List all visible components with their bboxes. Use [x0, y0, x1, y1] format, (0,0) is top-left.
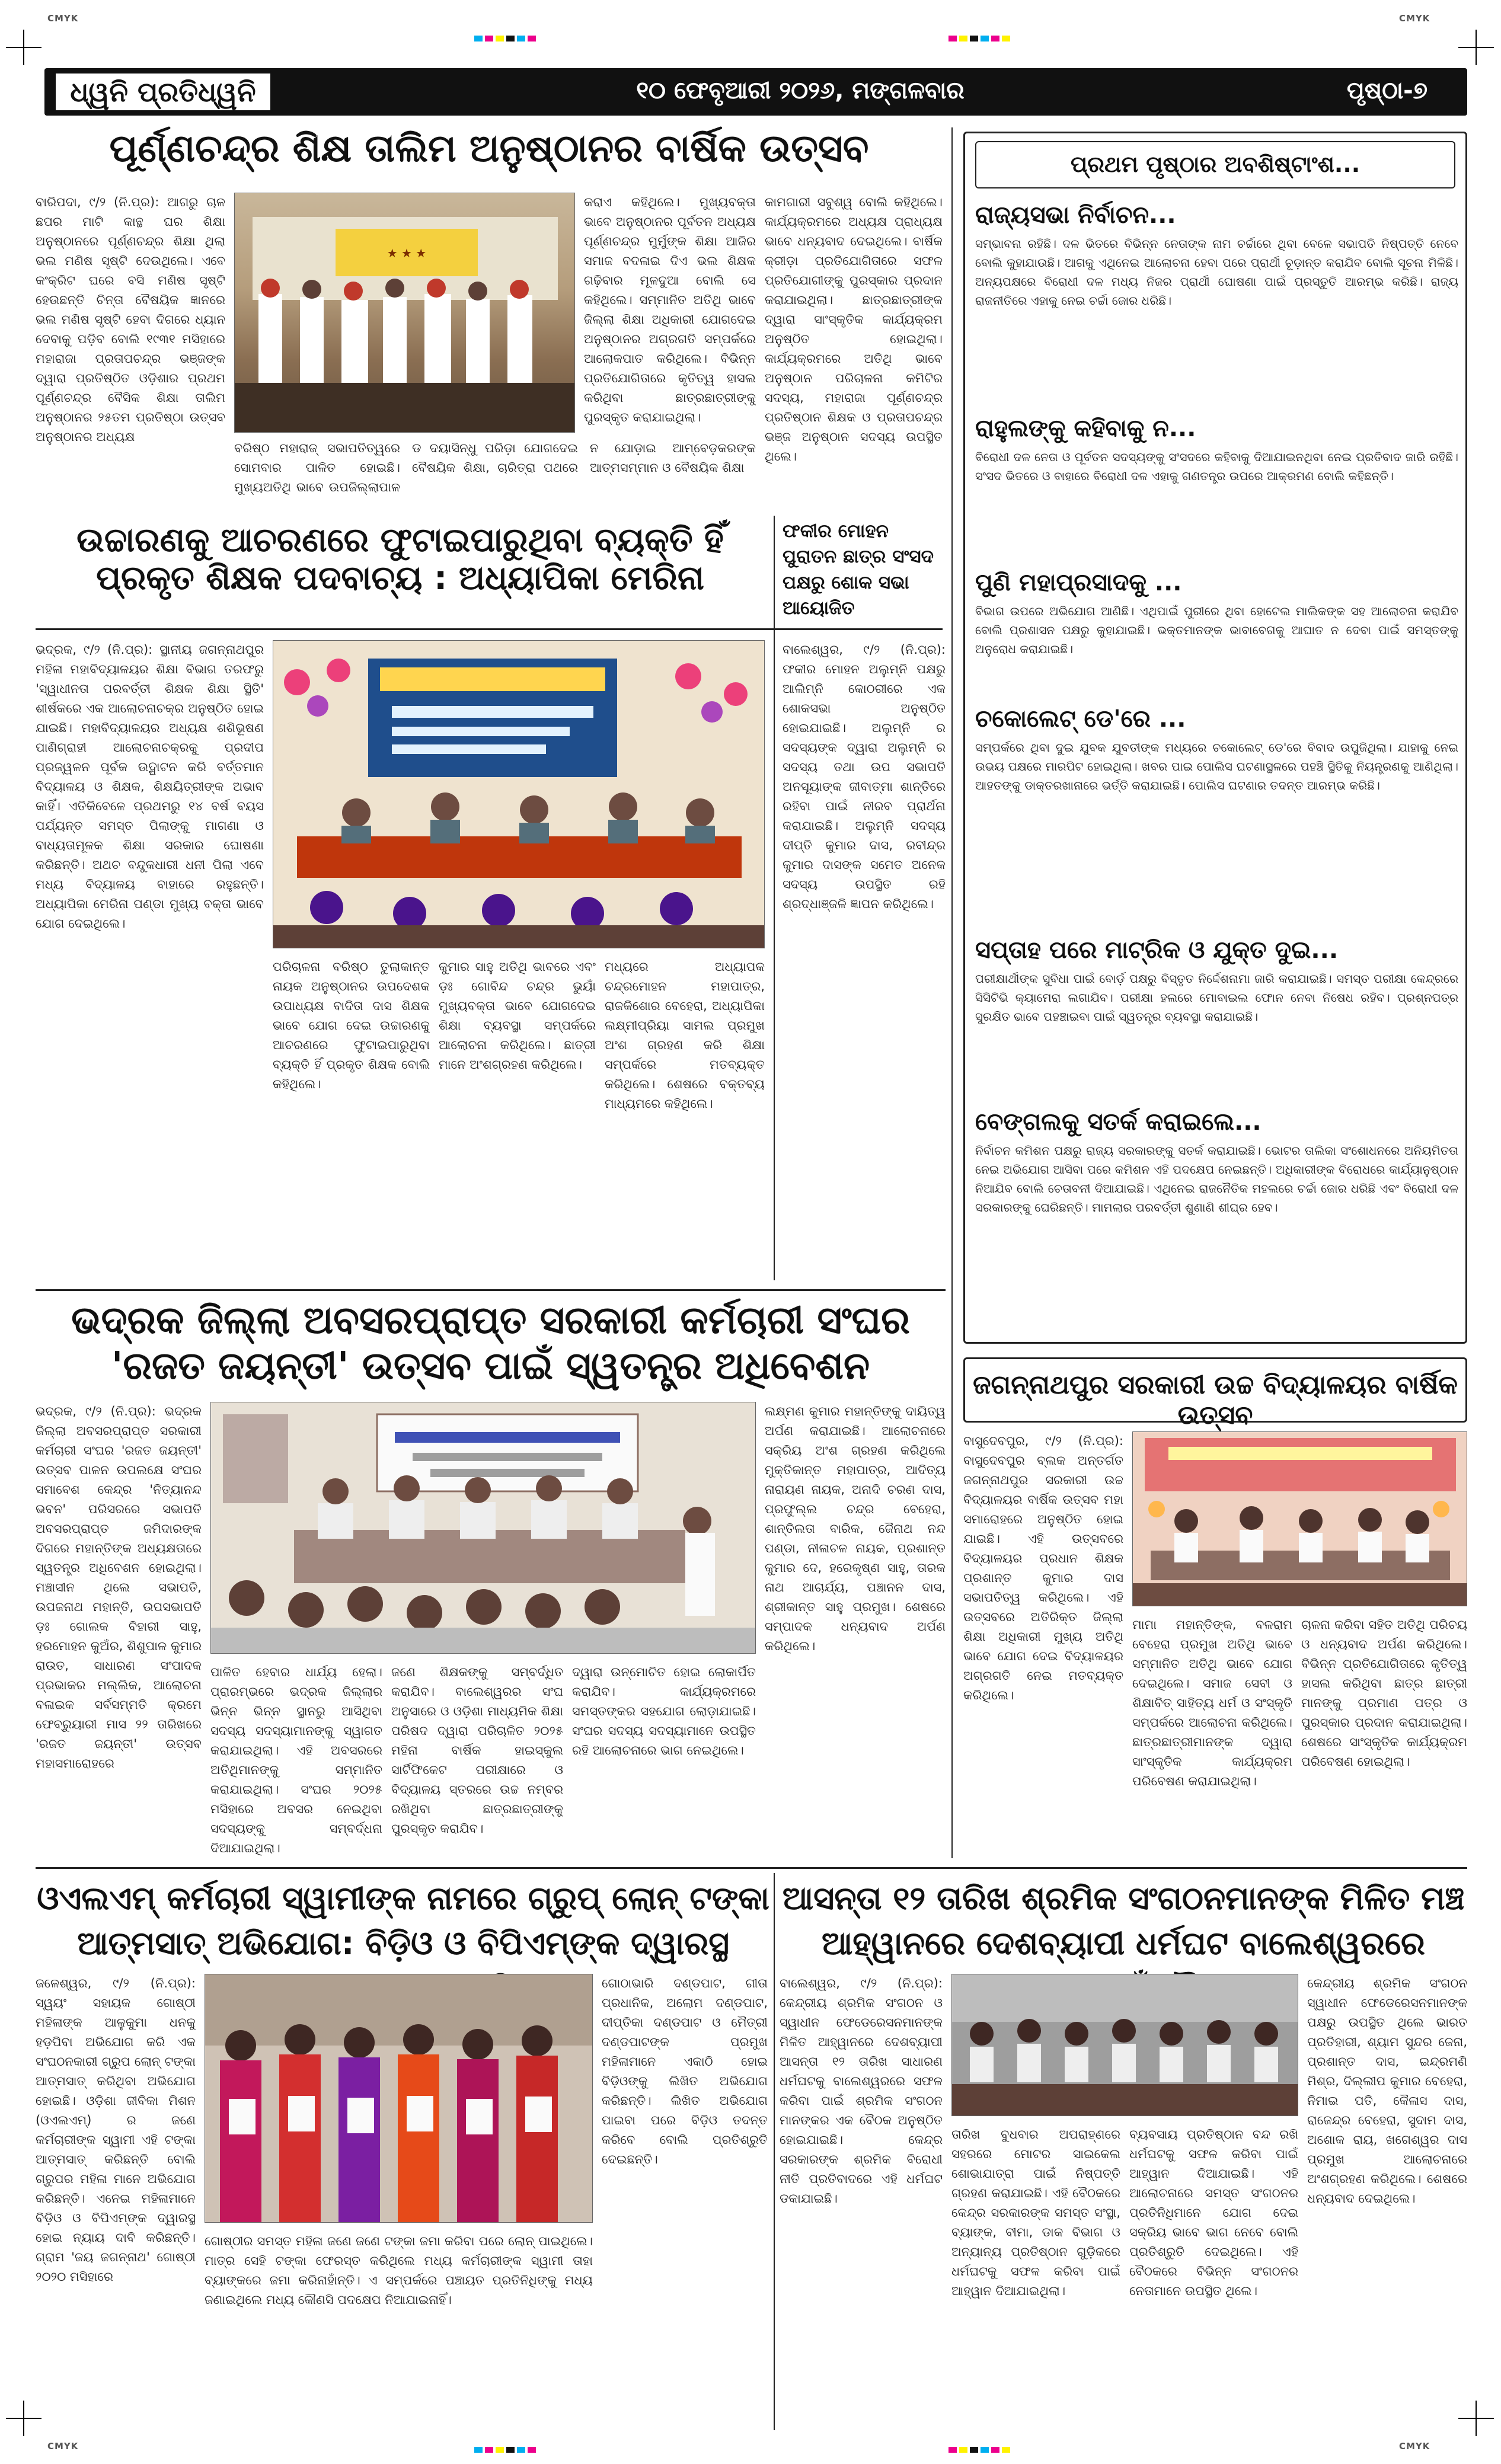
- sidebar-heading: ଚକୋଲେଟ୍ ଡେ'ରେ ...: [975, 705, 1186, 733]
- article-column: କୁମାର ସାହୁ ଅତିଥି ଭାବରେ ଏବଂ ଡ଼ଃ ଗୋବିନ୍ଦ ଚନ୍ଦ୍ର ଭୁୟାଁ ମୁଖ୍ୟବକ୍ତା ଭାବେ ଯୋଗଦେଇ ଶିକ୍ଷା ବ୍ୟବସ୍ଥା ସମ୍ପର୍କରେ ଆଲୋଚନା କରିଥିଲେ। ଛାତ୍ରୀ ମାନେ ଅଂଶଗ୍ରହଣ କରିଥିଲେ।: [439, 960, 596, 1072]
- article-column: ବରିଷ୍ଠ ମହାରାଜ୍ ସଭାପତିତ୍ୱରେ ସୋମବାର ପାଳିତ ହୋଇଛି। ମୁଖ୍ୟଅତିଥି ଭାବେ ଉପଜିଲ୍ଲାପାଳ ଡ ଦୟାସିନ୍ଧୁ ପରିଡ଼ା ଯୋଗଦେଇ ବୈଷୟିକ ଶିକ୍ଷା, ଚାରିତ୍ରା ପଥରେ ନ ଯୋଡ଼ାଇ ଆମ୍ବେଡ଼କରଙ୍କ ଆତ୍ମସମ୍ମାନ ଓ ବୈଷୟିକ ଶିକ୍ଷା: [234, 441, 756, 494]
- page-number: ପୃଷ୍ଠା-୭: [1346, 77, 1428, 104]
- cmyk-label: CMYK: [1399, 13, 1430, 24]
- divider: [774, 516, 775, 1280]
- school-event-photo: [1132, 1431, 1467, 1606]
- newspaper-logo: ଧ୍ୱନି ପ୍ରତିଧ୍ୱନି: [53, 71, 273, 113]
- sidebar-heading: ପୁଣି ମହାପ୍ରସାଦକୁ ...: [975, 569, 1182, 596]
- sidebar-banner: ପ୍ରଥମ ପୃଷ୍ଠାର ଅବଶିଷ୍ଟାଂଶ...: [975, 141, 1455, 188]
- cmyk-label: CMYK: [1399, 2441, 1430, 2452]
- article-headline: ଭଦ୍ରକ ଜିଲ୍ଲା ଅବସରପ୍ରାପ୍ତ ସରକାରୀ କର୍ମଚାରୀ ସଂଘର 'ରଜତ ଜୟନ୍ତୀ' ଉତ୍ସବ ପାଇଁ ସ୍ୱତନ୍ତ୍ର ଅଧିବେଶନ: [71, 1299, 910, 1388]
- color-bar: [948, 2447, 1010, 2453]
- article-headline: ଆସନ୍ତା ୧୨ ତାରିଖ ଶ୍ରମିକ ସଂଗଠନମାନଙ୍କ ମିଳିତ ମଞ୍ଚ ଆହ୍ୱାନରେ ଦେଶବ୍ୟାପୀ ଧର୍ମଘଟ ବାଲେଶ୍ୱରରେ: [782, 1880, 1465, 1962]
- divider: [36, 1289, 946, 1291]
- divider: [36, 1867, 1467, 1869]
- article-headline: ଫକୀର ମୋହନ ପୁରାତନ ଛାତ୍ର ସଂସଦ ପକ୍ଷରୁ ଶୋକ ସଭା ଆୟୋଜିତ: [783, 520, 934, 619]
- article-column: ମଧ୍ୟରେ ଅଧ୍ୟାପକ ଚନ୍ଦ୍ରମୋହନ ମହାପାତ୍ର, ରାଜକିଶୋର ବେହେରା, ଅଧ୍ୟାପିକା ଲକ୍ଷ୍ମୀପ୍ରିୟା ସାମଲ ପ୍ରମୁଖ ଅଂଶ ଗ୍ରହଣ କରି ଶିକ୍ଷା ସମ୍ପର୍କରେ ମତବ୍ୟକ୍ତ କରିଥିଲେ। ଶେଷରେ ବକ୍ତବ୍ୟ ମାଧ୍ୟମରେ କହିଥିଲେ।: [605, 960, 765, 1111]
- women-group-photo: [205, 1974, 593, 2223]
- color-bar: [948, 36, 1010, 41]
- article-column: ଭଦ୍ରକ, ୯/୨ (ନି.ପ୍ର): ସ୍ଥାନୀୟ ଜଗନ୍ନାଥପୁର ମହିଳା ମହାବିଦ୍ୟାଳୟର ଶିକ୍ଷା ବିଭାଗ ତରଫରୁ 'ସ୍ୱାଧୀନତା ପରବର୍ତ୍ତୀ ଶିକ୍ଷକ ଶିକ୍ଷା ସ୍ଥିତି' ଶୀର୍ଷକରେ ଏକ ଆଲୋଚନାଚକ୍ର ଅନୁଷ୍ଠିତ ହୋଇ ଯାଇଛି। ମହାବିଦ୍ୟାଳୟର ଅଧ୍ୟକ୍ଷ ଶଶିଭୂଷଣ ପାଣିଗ୍ରାହୀ ଆଲୋଚନାଚକ୍ରକୁ ପ୍ରଦୀପ ପ୍ରଜ୍ୱଳନ ପୂର୍ବକ ଉଦ୍ଘାଟନ କରି ବର୍ତ୍ତମାନ ବିଦ୍ୟାଳୟ ଓ ଶିକ୍ଷକ, ଶିକ୍ଷୟିତ୍ରୀଙ୍କ ଅଭାବ କାହିଁ। ଏତିକିବେଳେ ପ୍ରଥମରୁ ୧୪ ବର୍ଷ ବୟସ ପର୍ଯ୍ୟନ୍ତ ସମସ୍ତ ପିଲାଙ୍କୁ ମାଗଣା ଓ ବାଧ୍ୟତାମୂଳକ ଶିକ୍ଷା ସରକାର ଘୋଷଣା କରିଛନ୍ତି। ଅଥଚ ବନ୍ଦୁକଧାରୀ ଧନୀ ପିଲା ଏବେ ମଧ୍ୟ ବିଦ୍ୟାଳୟ ବାହାରେ ରହୁଛନ୍ତି। ଅଧ୍ୟାପିକା ମେରିନା ପଣ୍ଡା ମୁଖ୍ୟ ବକ୍ତା ଭାବେ ଯୋଗ ଦେଇଥିଲେ।: [36, 643, 264, 931]
- sidebar-heading: ରାହୁଲଙ୍କୁ କହିବାକୁ ନ...: [975, 415, 1196, 442]
- registration-mark: [1458, 30, 1494, 65]
- sidebar-heading: ସପ୍ତାହ ପରେ ମାଟ୍ରିକ ଓ ଯୁକ୍ତ ଦୁଇ...: [975, 937, 1339, 964]
- sidebar-text: ନିର୍ବାଚନ କମିଶନ ପକ୍ଷରୁ ରାଜ୍ୟ ସରକାରଙ୍କୁ ସତର୍କ କରାଯାଇଛି। ଭୋଟର ତାଲିକା ସଂଶୋଧନରେ ଅନିୟମିତତା ନେଇ ଅଭିଯୋଗ ଆସିବା ପରେ କମିଶନ ଏହି ପଦକ୍ଷେପ ନେଇଛନ୍ତି। ଅଧିକାରୀଙ୍କ ବିରୋଧରେ କାର୍ଯ୍ୟାନୁଷ୍ଠାନ ନିଆଯିବ ବୋଲି ଚେତାବନୀ ଦିଆଯାଇଛି। ଏଥିନେଇ ରାଜନୈତିକ ମହଲରେ ଚର୍ଚ୍ଚା ଜୋର ଧରିଛି ଏବଂ ବିରୋଧୀ ଦଳ ସରକାରଙ୍କୁ ଘେରିଛନ୍ତି। ମାମଲାର ପରବର୍ତ୍ତୀ ଶୁଣାଣି ଶୀଘ୍ର ହେବ।: [975, 1143, 1458, 1215]
- cmyk-label: CMYK: [47, 2441, 79, 2452]
- issue-date: ୧୦ ଫେବୃଆରୀ ୨୦୨୬, ମଙ୍ଗଳବାର: [636, 77, 965, 104]
- seminar-photo: [273, 640, 765, 948]
- article-column: ବାସୁଦେବପୁର, ୯/୨ (ନି.ପ୍ର): ବାସୁଦେବପୁର ବ୍ଲକ ଅନ୍ତର୍ଗତ ଜଗନ୍ନାଥପୁର ସରକାରୀ ଉଚ୍ଚ ବିଦ୍ୟାଳୟର ବାର୍ଷିକ ଉତ୍ସବ ମହା ସମାରୋହରେ ଅନୁଷ୍ଠିତ ହୋଇ ଯାଇଛି। ଏହି ଉତ୍ସବରେ ବିଦ୍ୟାଳୟର ପ୍ରଧାନ ଶିକ୍ଷକ ପ୍ରଶାନ୍ତ କୁମାର ଦାସ ସଭାପତିତ୍ୱ କରିଥିଲେ। ଏହି ଉତ୍ସବରେ ଅତିରିକ୍ତ ଜିଲ୍ଲା ଶିକ୍ଷା ଅଧିକାରୀ ମୁଖ୍ୟ ଅତିଥି ଭାବେ ଯୋଗ ଦେଇ ବିଦ୍ୟାଳୟର ଅଗ୍ରଗତି ନେଇ ମତବ୍ୟକ୍ତ କରିଥିଲେ।: [963, 1434, 1123, 1702]
- article-column: ପାଳିତ ହେବାର ଧାର୍ଯ୍ୟ ହେଲା। ପ୍ରାରମ୍ଭରେ ଭଦ୍ରକ ଜିଲ୍ଲାର ଭିନ୍ନ ଭିନ୍ନ ସ୍ଥାନରୁ ଆସିଥିବା ସଦସ୍ୟ ସଦସ୍ୟାମାନଙ୍କୁ ସ୍ୱାଗତ କରାଯାଇଥିଲା। ଏହି ଅବସରରେ ଅତିଥିମାନଙ୍କୁ ସମ୍ମାନିତ କରାଯାଇଥିଲା। ସଂଘର ୨୦୨୫ ମସିହାରେ ଅବସର ନେଇଥିବା ସଦସ୍ୟଙ୍କୁ ସମ୍ବର୍ଦ୍ଧନା ଦିଆଯାଇଥିଲା।: [210, 1665, 382, 1855]
- article-column: ଚାଳନା କରିବା ସହିତ ଅତିଥି ପରିଚୟ ଓ ଧନ୍ୟବାଦ ଅର୍ପଣ କରିଥିଲେ। ବିଭିନ୍ନ ପ୍ରତିଯୋଗିତାରେ କୃତିତ୍ୱ ହାସଲ କରିଥିବା ଛାତ୍ର ଛାତ୍ରୀ ମାନଙ୍କୁ ପ୍ରମାଣ ପତ୍ର ଓ ପୁରସ୍କାର ପ୍ରଦାନ କରାଯାଇଥିଲା। ଶେଷରେ ସାଂସ୍କୃତିକ କାର୍ଯ୍ୟକ୍ରମ ପରିବେଷଣ ହୋଇଥିଲା।: [1301, 1618, 1467, 1769]
- sidebar-text: ବିରୋଧୀ ଦଳ ନେତା ଓ ପୂର୍ବତନ ସଦସ୍ୟଙ୍କୁ ସଂସଦରେ କହିବାକୁ ଦିଆଯାଇନଥିବା ନେଇ ପ୍ରତିବାଦ ଜାରି ରହିଛି। ସଂସଦ ଭିତରେ ଓ ବାହାରେ ବିରୋଧୀ ଦଳ ଏହାକୁ ଗଣତନ୍ତ୍ର ଉପରେ ଆକ୍ରମଣ ବୋଲି କହିଛନ୍ତି।: [975, 450, 1458, 483]
- article-headline: ଉଚ୍ଚାରଣକୁ ଆଚରଣରେ ଫୁଟାଇପାରୁଥିବା ବ୍ୟକ୍ତି ହିଁ ପ୍ରକୃତ ଶିକ୍ଷକ ପଦବାଚ୍ୟ : ଅଧ୍ୟାପିକା ମେରିନା: [36, 522, 765, 598]
- article-column: ଗୋଠାଭାରି ଦଣ୍ଡପାଟ, ଗୀତା ପ୍ରଧାନିକ, ଅଲୋମ ଦଣ୍ଡପାଟ, ଦୀପ୍ତିକା ଦଣ୍ଡପାଟ ଓ ମୈତ୍ରୀ ଦଣ୍ଡପାଟଙ୍କ ପ୍ରମୁଖ ମହିଳାମାନେ ଏକାଠି ହୋଇ ବିଡ଼ିଓଙ୍କୁ ଲିଖିତ ଅଭିଯୋଗ କରିଛନ୍ତି। ଲିଖିତ ଅଭିଯୋଗ ପାଇବା ପରେ ବିଡ଼ିଓ ତଦନ୍ତ କରିବେ ବୋଲି ପ୍ରତିଶ୍ରୁତି ଦେଇଛନ୍ତି।: [602, 1976, 768, 2166]
- article-column: ଗୋଷ୍ଠୀର ସମସ୍ତ ମହିଳା ଜଣେ ଜଣେ ଟଙ୍କା ଜମା କରିବା ପରେ ଲୋନ୍ ପାଇଥିଲେ। ମାତ୍ର ସେହି ଟଙ୍କା ଫେରସ୍ତ କରିଥିଲେ ମଧ୍ୟ କର୍ମଚାରୀଙ୍କ ସ୍ୱାମୀ ତାହା ବ୍ୟାଙ୍କରେ ଜମା କରିନାହାଁନ୍ତି। ଏ ସମ୍ପର୍କରେ ପଞ୍ଚାୟତ ପ୍ରତିନିଧିଙ୍କୁ ମଧ୍ୟ ଜଣାଇଥିଲେ ମଧ୍ୟ କୌଣସି ପଦକ୍ଷେପ ନିଆଯାଇନାହିଁ।: [205, 2234, 593, 2307]
- article-column: ଜଣେ ଶିକ୍ଷକଙ୍କୁ ସମ୍ବର୍ଦ୍ଧିତ କରାଯିବ। ବାଲେଶ୍ୱରର ସଂଘ ଅନୁସାରେ ଓ ଓଡ଼ିଶା ମାଧ୍ୟମିକ ଶିକ୍ଷା ପରିଷଦ ଦ୍ୱାରା ପରିଚାଳିତ ୨୦୨୫ ମହିନା ବାର୍ଷିକ ହାଇସ୍କୁଲ ସାର୍ଟିଫିକେଟ ପରୀକ୍ଷାରେ ଓ ବିଦ୍ୟାଳୟ ସ୍ତରରେ ଉଚ୍ଚ ନମ୍ବର ରଖିଥିବା ଛାତ୍ରଛାତ୍ରୀଙ୍କୁ ପୁରସ୍କୃତ କରାଯିବ।: [391, 1665, 563, 1836]
- meeting-photo: [951, 1974, 1298, 2116]
- article-column: କେନ୍ଦ୍ରୀୟ ଶ୍ରମିକ ସଂଗଠନ ସ୍ୱାଧୀନ ଫେଡେରେସନମାନଙ୍କ ପକ୍ଷରୁ ଉପସ୍ଥିତ ଥିଲେ ଭାରତ ପ୍ରତିହାରୀ, ଶ୍ୟାମ ସୁନ୍ଦର ଜେନା, ପ୍ରଶାନ୍ତ ଦାସ, ଇନ୍ଦ୍ରମଣି ମିଶ୍ର, ଦିଲ୍ଲୀପ କୁମାର ବେହେରା, ନିମାଇ ପତି, କୈଳାସ ଦାସ, ରାଜେନ୍ଦ୍ର ବେହେରା, ସୁଦାମ ଦାସ, ଅଶୋକ ରାୟ, ଖଗେଶ୍ୱର ଦାସ ପ୍ରମୁଖ ଆଲୋଚନାରେ ଅଂଶଗ୍ରହଣ କରିଥିଲେ। ଶେଷରେ ଧନ୍ୟବାଦ ଦେଇଥିଲେ।: [1307, 1976, 1467, 2206]
- svg-text:★ ★ ★: ★ ★ ★: [387, 246, 427, 260]
- divider: [774, 1873, 775, 2430]
- article-column: କରାଏ କହିଥିଲେ। ମୁଖ୍ୟବକ୍ତା ଭାବେ ଅନୁଷ୍ଠାନର ପୂର୍ବତନ ଅଧ୍ୟକ୍ଷ ପୂର୍ଣ୍ଣଚନ୍ଦ୍ର ମୁର୍ମୁଙ୍କ ଶିକ୍ଷା ଆଜିର ସମାଜ ବଦଳାଇ ଦିଏ ଭଲ ଶିକ୍ଷକ ଗଢ଼ିବାର ମୂଳଦୁଆ ବୋଲି ସେ କହିଥିଲେ। ସମ୍ମାନିତ ଅତିଥି ଭାବେ ଜିଲ୍ଲା ଶିକ୍ଷା ଅଧିକାରୀ ଯୋଗଦେଇ ଅନୁଷ୍ଠାନର ଅଗ୍ରଗତି ସମ୍ପର୍କରେ ଆଲୋକପାତ କରିଥିଲେ। ବିଭିନ୍ନ ପ୍ରତିଯୋଗିତାରେ କୃତିତ୍ୱ ହାସଲ କରିଥିବା ଛାତ୍ରଛାତ୍ରୀଙ୍କୁ ପୁରସ୍କୃତ କରାଯାଇଥିଲା।: [584, 195, 756, 424]
- article-column: ତାରିଖ ବୁଧବାର ଅପରାହ୍ଣରେ ସହରରେ ମୋଟର ସାଇକେଲ ଶୋଭାଯାତ୍ରା ପାଇଁ ନିଷ୍ପତ୍ତି ଗ୍ରହଣ କରାଯାଇଛି। ଏହି ବୈଠକରେ କେନ୍ଦ୍ର ସରକାରଙ୍କ ସମସ୍ତ ସଂସ୍ଥା, ବ୍ୟାଙ୍କ, ବୀମା, ଡାକ ବିଭାଗ ଓ ଅନ୍ୟାନ୍ୟ ପ୍ରତିଷ୍ଠାନ ଗୁଡ଼ିକରେ ଧର୍ମଘଟକୁ ସଫଳ କରିବା ପାଇଁ ଆହ୍ୱାନ ଦିଆଯାଇଥିଲା।: [951, 2127, 1120, 2298]
- article-column: ବାଲେଶ୍ୱର, ୯/୨ (ନି.ପ୍ର): କେନ୍ଦ୍ରୀୟ ଶ୍ରମିକ ସଂଗଠନ ଓ ସ୍ୱାଧୀନ ଫେଡେରେସନମାନଙ୍କ ମିଳିତ ଆହ୍ୱାନରେ ଦେଶବ୍ୟାପୀ ଆସନ୍ତା ୧୨ ତାରିଖ ସାଧାରଣ ଧର୍ମଘଟକୁ ବାଲେଶ୍ୱରରେ ସଫଳ କରିବା ପାଇଁ ଶ୍ରମିକ ସଂଗଠନ ମାନଙ୍କର ଏକ ବୈଠକ ଅନୁଷ୍ଠିତ ହୋଇଯାଇଛି। କେନ୍ଦ୍ର ସରକାରଙ୍କ ଶ୍ରମିକ ବିରୋଧୀ ନୀତି ପ୍ରତିବାଦରେ ଏହି ଧର୍ମଘଟ ଡକାଯାଇଛି।: [780, 1976, 943, 2206]
- sidebar-text: ପରୀକ୍ଷାର୍ଥୀଙ୍କ ସୁବିଧା ପାଇଁ ବୋର୍ଡ଼ ପକ୍ଷରୁ ବିସ୍ତୃତ ନିର୍ଦ୍ଦେଶନାମା ଜାରି କରାଯାଇଛି। ସମସ୍ତ ପରୀକ୍ଷା କେନ୍ଦ୍ରରେ ସିସିଟିଭି କ୍ୟାମେରା ଲଗାଯିବ। ପରୀକ୍ଷା ହଲରେ ମୋବାଇଲ ଫୋନ ନେବା ନିଷେଧ ରହିବ। ପ୍ରଶ୍ନପତ୍ର ସୁରକ୍ଷିତ ଭାବେ ପହଞ୍ଚାଇବା ପାଇଁ ସ୍ୱତନ୍ତ୍ର ବ୍ୟବସ୍ଥା କରାଯାଇଛି।: [975, 971, 1458, 1024]
- article-column: ବାଲେଶ୍ୱର, ୯/୨ (ନି.ପ୍ର): ଫକୀର ମୋହନ ଅଲୁମ୍ନି ପକ୍ଷରୁ ଆଲିମ୍ନି କୋଠରୀରେ ଏକ ଶୋକସଭା ଅନୁଷ୍ଠିତ ହୋଇଯାଇଛି। ଅଲୁମ୍ନି ର ସଦସ୍ୟଙ୍କ ଦ୍ୱାରା ଅଲୁମ୍ନି ର ସଦସ୍ୟ ତଥା ଉପ ସଭାପତି ଅନସୂୟାଙ୍କ ଜୀବାତ୍ମା ଶାନ୍ତିରେ ରହିବା ପାଇଁ ନୀରବ ପ୍ରାର୍ଥନା କରାଯାଇଛି। ଅଲୁମ୍ନି ସଦସ୍ୟ ଦୀପ୍ତି କୁମାର ଦାସ, ରବୀନ୍ଦ୍ର କୁମାର ଦାସଙ୍କ ସମେତ ଅନେକ ସଦସ୍ୟ ଉପସ୍ଥିତ ରହି ଶ୍ରଦ୍ଧାଞ୍ଜଳି ଜ୍ଞାପନ କରିଥିଲେ।: [783, 643, 946, 911]
- article-column: ଲକ୍ଷ୍ମଣ କୁମାର ମହାନ୍ତିଙ୍କୁ ଦାୟିତ୍ୱ ଅର୍ପଣ କରାଯାଇଛି। ଆଲୋଚନାରେ ସକ୍ରିୟ ଅଂଶ ଗ୍ରହଣ କରିଥିଲେ ମୁକ୍ତିକାନ୍ତ ମହାପାତ୍ର, ଆଦିତ୍ୟ ନାରାୟଣ ନାୟକ, ଅନାଦି ଚରଣ ଦାସ, ପ୍ରଫୁଲ୍ଲ ଚନ୍ଦ୍ର ବେହେରା, ଶାନ୍ତିଲତା ବାରିକ, ଜୈନାଥ ନନ୍ଦ ପଣ୍ଡା, ନୀଳାଚଳ ନାୟକ, ପ୍ରଶାନ୍ତ କୁମାର ଦେ, ହରେକୃଷ୍ଣ ସାହୁ, ତାରକ ନାଥ ଆଚାର୍ଯ୍ୟ, ପଞ୍ଚାନନ ଦାସ, ଶ୍ରୀକାନ୍ତ ସାହୁ ପ୍ରମୁଖ। ଶେଷରେ ସମ୍ପାଦକ ଧନ୍ୟବାଦ ଅର୍ପଣ କରିଥିଲେ।: [765, 1404, 946, 1653]
- article-column: ଜଳେଶ୍ୱର, ୯/୨ (ନି.ପ୍ର): ସ୍ୱୟଂ ସହାୟକ ଗୋଷ୍ଠୀ ମହିଳାଙ୍କ ଆଳୁକୁମା ଧନକୁ ହଡ଼ପିବା ଅଭିଯୋଗ କରି ଏକ ସଂଘଠନକାରୀ ଗ୍ରୁପ ଲୋନ୍ ଟଙ୍କା ଆତ୍ମସାତ୍ କରିଥିବା ଅଭିଯୋଗ ହୋଇଛି। ଓଡ଼ିଶା ଜୀବିକା ମିଶନ (ଓଏଲଏମ୍) ର ଜଣେ କର୍ମଚାରୀଙ୍କ ସ୍ୱାମୀ ଏହି ଟଙ୍କା ଆତ୍ମସାତ୍ କରିଛନ୍ତି ବୋଲି ଗ୍ରୁପର ମହିଳା ମାନେ ଅଭିଯୋଗ କରିଛନ୍ତି। ଏନେଇ ମହିଳାମାନେ ବିଡ଼ିଓ ଓ ବିପିଏମ୍‌ଙ୍କ ଦ୍ୱାରସ୍ଥ ହୋଇ ନ୍ୟାୟ ଦାବି କରିଛନ୍ତି। ଗ୍ରାମ 'ଜୟ ଜଗନ୍ନାଥ' ଗୋଷ୍ଠୀ ୨୦୨୦ ମସିହାରେ: [36, 1976, 196, 2284]
- cmyk-label: CMYK: [47, 13, 79, 24]
- registration-mark: [6, 30, 41, 65]
- sidebar-text: ସମ୍ପର୍କରେ ଥିବା ଦୁଇ ଯୁବକ ଯୁବତୀଙ୍କ ମଧ୍ୟରେ ଚକୋଲେଟ୍ ଡେ'ରେ ବିବାଦ ଉପୁଜିଥିଲା। ଯାହାକୁ ନେଇ ଉଭୟ ପକ୍ଷରେ ମାରପିଟ ହୋଇଥିଲା। ଖବର ପାଇ ପୋଲିସ ଘଟଣାସ୍ଥଳରେ ପହଞ୍ଚି ସ୍ଥିତିକୁ ନିୟନ୍ତ୍ରଣକୁ ଆଣିଥିଲା। ଆହତଙ୍କୁ ଡାକ୍ତରଖାନାରେ ଭର୍ତ୍ତି କରାଯାଇଛି। ପୋଲିସ ଘଟଣାର ତଦନ୍ତ ଆରମ୍ଭ କରିଛି।: [975, 740, 1458, 792]
- article-headline: ଜଗନ୍ନାଥପୁର ସରକାରୀ ଉଚ୍ଚ ବିଦ୍ୟାଳୟର ବାର୍ଷିକ ଉତ୍ସବ: [973, 1370, 1458, 1430]
- event-photo: [234, 193, 575, 433]
- article-headline: ପୂର୍ଣ୍ଣଚନ୍ଦ୍ର ଶିକ୍ଷ ତାଲିମ ଅନୁଷ୍ଠାନର ବାର୍ଷିକ ଉତ୍ସବ: [109, 127, 869, 171]
- sidebar-heading: ବେଙ୍ଗଲକୁ ସତର୍କ କରାଇଲେ...: [975, 1108, 1262, 1136]
- article-column: ଭଦ୍ରକ, ୯/୨ (ନି.ପ୍ର): ଭଦ୍ରକ ଜିଲ୍ଲା ଅବସରପ୍ରାପ୍ତ ସରକାରୀ କର୍ମଚାରୀ ସଂଘର 'ରଜତ ଜୟନ୍ତୀ' ଉତ୍ସବ ପାଳନ ଉପଲକ୍ଷେ ସଂଘର ସମାବେଶ କେନ୍ଦ୍ର 'ନିତ୍ୟାନନ୍ଦ ଭବନ' ପରିସରରେ ସଭାପତି ଅବସରପ୍ରାପ୍ତ ଜମିଦାରଙ୍କ ଦିଗରେ ମହାନ୍ତିଙ୍କ ଅଧ୍ୟକ୍ଷତାରେ ସ୍ୱତନ୍ତ୍ର ଅଧିବେଶନ ହୋଇଥିଲା। ମଞ୍ଚାସୀନ ଥିଲେ ସଭାପତି, ଉପଜନାଥ ମହାନ୍ତି, ଉପସଭାପତି ଡ଼ଃ ଗୋଲକ ବିହାରୀ ସାହୁ, ହରମୋହନ କୁଅଁର, ଶିଶୁପାଳ କୁମାର ରାଉତ, ସାଧାରଣ ସଂପାଦକ ପ୍ରଭାକର ମଲ୍ଲିକ, ଆଲୋଚନା ବଳାଇକ ସର୍ବସମ୍ମତି କ୍ରମେ ଫେବ୍ରୁୟାରୀ ମାସ ୨୨ ତାରିଖରେ 'ରଜତ ଜୟନ୍ତୀ' ଉତ୍ସବ ମହାସମାରୋହରେ: [36, 1404, 202, 1770]
- divider: [36, 628, 943, 630]
- sidebar-text: ବିଭାଗ ଉପରେ ଅଭିଯୋଗ ଆଣିଛି। ଏଥିପାଇଁ ପୁରୀରେ ଥିବା ହୋଟେଲ ମାଲିକଙ୍କ ସହ ଆଲୋଚନା କରାଯିବ ବୋଲି ପ୍ରଶାସନ ପକ୍ଷରୁ କୁହାଯାଇଛି। ଭକ୍ତମାନଙ୍କ ଭାବାବେଗକୁ ଆଘାତ ନ ଦେବା ପାଇଁ ସମସ୍ତଙ୍କୁ ଅନୁରୋଧ କରାଯାଇଛି।: [975, 604, 1458, 656]
- article-column: ବାରିପଦା, ୯/୨ (ନି.ପ୍ର): ଆଗରୁ ଚାଳ ଛପର ମାଟି କାନ୍ଥ ଘର ଶିକ୍ଷା ଅନୁଷ୍ଠାନରେ ପୂର୍ଣ୍ଣଚନ୍ଦ୍ର ଶିକ୍ଷା ଥିଲା ଭଲ ମଣିଷ ସୃଷ୍ଟି ଦେଉଥିଲେ। ଏବେ କଂକ୍ରିଟ ଘରେ ବସି ମଣିଷ ସୃଷ୍ଟି ହେଉଛନ୍ତି ଚିନ୍ତା ବୈଷୟିକ ଜ୍ଞାନରେ ଭଲ ମଣିଷ ସୃଷ୍ଟି ହେବା ଦିଗରେ ଧ୍ୟାନ ଦେବାକୁ ପଡ଼ିବ ବୋଲି ୧୯୩୧ ମସିହାରେ ମହାରାଜା ପ୍ରତାପଚନ୍ଦ୍ର ଭଞ୍ଜଙ୍କ ଦ୍ୱାରା ପ୍ରତିଷ୍ଠିତ ଓଡ଼ିଶାର ପ୍ରଥମ ପୂର୍ଣ୍ଣଚନ୍ଦ୍ର ବୈସିକ ଶିକ୍ଷା ତାଲିମ ଅନୁଷ୍ଠାନର ୨୫ତମ ପ୍ରତିଷ୍ଠା ଉତ୍ସବ ଅନୁଷ୍ଠାନର ଅଧ୍ୟକ୍ଷ: [36, 195, 225, 444]
- article-column: କାମଗାରୀ ସବୁଶ୍ୱ ବୋଲି କହିଥିଲେ। କାର୍ଯ୍ୟକ୍ରମରେ ଅଧ୍ୟକ୍ଷ ପ୍ରାଧ୍ୟକ୍ଷ ଭାବେ ଧନ୍ୟବାଦ ଦେଇଥିଲେ। ବାର୍ଷିକ କ୍ରୀଡ଼ା ପ୍ରତିଯୋଗିତାରେ ସଫଳ ପ୍ରତିଯୋଗୀଙ୍କୁ ପୁରସ୍କାର ପ୍ରଦାନ କରାଯାଇଥିଲା। ଛାତ୍ରଛାତ୍ରୀଙ୍କ ଦ୍ୱାରା ସାଂସ୍କୃତିକ କାର୍ଯ୍ୟକ୍ରମ ଅନୁଷ୍ଠିତ ହୋଇଥିଲା। କାର୍ଯ୍ୟକ୍ରମରେ ଅତିଥି ଭାବେ ଅନୁଷ୍ଠାନ ପରିଚାଳନା କମିଟିର ସଦସ୍ୟ, ମହାରାଜା ପୂର୍ଣ୍ଣଚନ୍ଦ୍ର ପ୍ରତିଷ୍ଠାନ ଶିକ୍ଷକ ଓ ପ୍ରତାପଚନ୍ଦ୍ର ଭଞ୍ଜ ଅନୁଷ୍ଠାନ ସଦସ୍ୟ ଉପସ୍ଥିତ ଥିଲେ।: [765, 195, 943, 464]
- article-column: ବ୍ୟବସାୟ ପ୍ରତିଷ୍ଠାନ ବନ୍ଦ ରଖି ଧର୍ମଘଟକୁ ସଫଳ କରିବା ପାଇଁ ଆହ୍ୱାନ ଦିଆଯାଇଛି। ଏହି ଆଲୋଚନାରେ ସମସ୍ତ ସଂଗଠନର ପ୍ରତିନିଧିମାନେ ଯୋଗ ଦେଇ ସକ୍ରିୟ ଭାବେ ଭାଗ ନେବେ ବୋଲି ପ୍ରତିଶ୍ରୁତି ଦେଇଥିଲେ। ଏହି ବୈଠକରେ ବିଭିନ୍ନ ସଂଗଠନର ନେତାମାନେ ଉପସ୍ଥିତ ଥିଲେ।: [1129, 2127, 1298, 2298]
- color-bar: [474, 36, 536, 41]
- sidebar-text: ସମ୍ଭାବନା ରହିଛି। ଦଳ ଭିତରେ ବିଭିନ୍ନ ନେତାଙ୍କ ନାମ ଚର୍ଚ୍ଚାରେ ଥିବା ବେଳେ ସଭାପତି ନିଷ୍ପତ୍ତି ନେବେ ବୋଲି କୁହାଯାଉଛି। ଆଗକୁ ଏଥିନେଇ ଆଲୋଚନା ହେବା ପରେ ପ୍ରାର୍ଥୀ ଚୂଡ଼ାନ୍ତ କରାଯିବ ବୋଲି ସୂଚନା ମିଳିଛି। ଅନ୍ୟପକ୍ଷରେ ବିରୋଧୀ ଦଳ ମଧ୍ୟ ନିଜର ପ୍ରାର୍ଥୀ ଘୋଷଣା ପାଇଁ ପ୍ରସ୍ତୁତି ଆରମ୍ଭ କରିଛି। ରାଜ୍ୟ ରାଜନୀତିରେ ଏହାକୁ ନେଇ ଚର୍ଚ୍ଚା ଜୋର ଧରିଛି।: [975, 237, 1458, 308]
- divider: [951, 127, 953, 1858]
- sidebar-heading: ରାଜ୍ୟସଭା ନିର୍ବାଚନ...: [975, 202, 1176, 229]
- article-column: ମାମା ମହାନ୍ତିଙ୍କ, ବଳରାମ ବେହେରା ପ୍ରମୁଖ ଅତିଥି ଭାବେ ସମ୍ମାନିତ ଅତିଥି ଭାବେ ଯୋଗ ଦେଇଥିଲେ। ସମାଜ ସେବୀ ଓ ଶିକ୍ଷାବିତ୍ ସାହିତ୍ୟ ଧର୍ମ ଓ ସଂସ୍କୃତି ସମ୍ପର୍କରେ ଆଲୋଚନା କରିଥିଲେ। ଛାତ୍ରଛାତ୍ରୀମାନଙ୍କ ଦ୍ୱାରା ସାଂସ୍କୃତିକ କାର୍ଯ୍ୟକ୍ରମ ପରିବେଷଣ କରାଯାଇଥିଲା।: [1132, 1618, 1292, 1788]
- meeting-photo: [210, 1402, 756, 1654]
- color-bar: [474, 2447, 536, 2453]
- article-column: ଦ୍ୱାରା ଉନ୍ମୋଚିତ ହୋଇ ଲୋକାର୍ପିତ କରାଯିବ। କାର୍ଯ୍ୟକ୍ରମରେ ସମସ୍ତଙ୍କର ସହଯୋଗ ଲୋଡ଼ାଯାଇଛି। ସଂଘର ସଦସ୍ୟ ସଦସ୍ୟାମାନେ ଉପସ୍ଥିତ ରହି ଆଲୋଚନାରେ ଭାଗ ନେଇଥିଲେ।: [572, 1665, 756, 1757]
- article-headline: ଓଏଲଏମ୍ କର୍ମଚାରୀ ସ୍ୱାମୀଙ୍କ ନାମରେ ଗ୍ରୁପ୍ ଲୋନ୍ ଟଙ୍କା ଆତ୍ମସାତ୍ ଅଭିଯୋଗ: ବିଡ଼ିଓ ଓ ବିପିଏମ୍‌ଙ୍କ ଦ୍ୱାରସ୍ଥ: [37, 1880, 769, 1962]
- article-column: ପରିଚାଳନା ବରିଷ୍ଠ ତୁଲାକାନ୍ତ ନାୟକ ଅନୁଷ୍ଠାନର ଉପଦେଶକ ଉପାଧ୍ୟକ୍ଷ ବାଦିତା ଦାସ ଶିକ୍ଷକ ଭାବେ ଯୋଗ ଦେଇ ଉଚ୍ଚାରଣକୁ ଆଚରଣରେ ଫୁଟାଇପାରୁଥିବା ବ୍ୟକ୍ତି ହିଁ ପ୍ରକୃତ ଶିକ୍ଷକ ବୋଲି କହିଥିଲେ।: [273, 960, 430, 1091]
